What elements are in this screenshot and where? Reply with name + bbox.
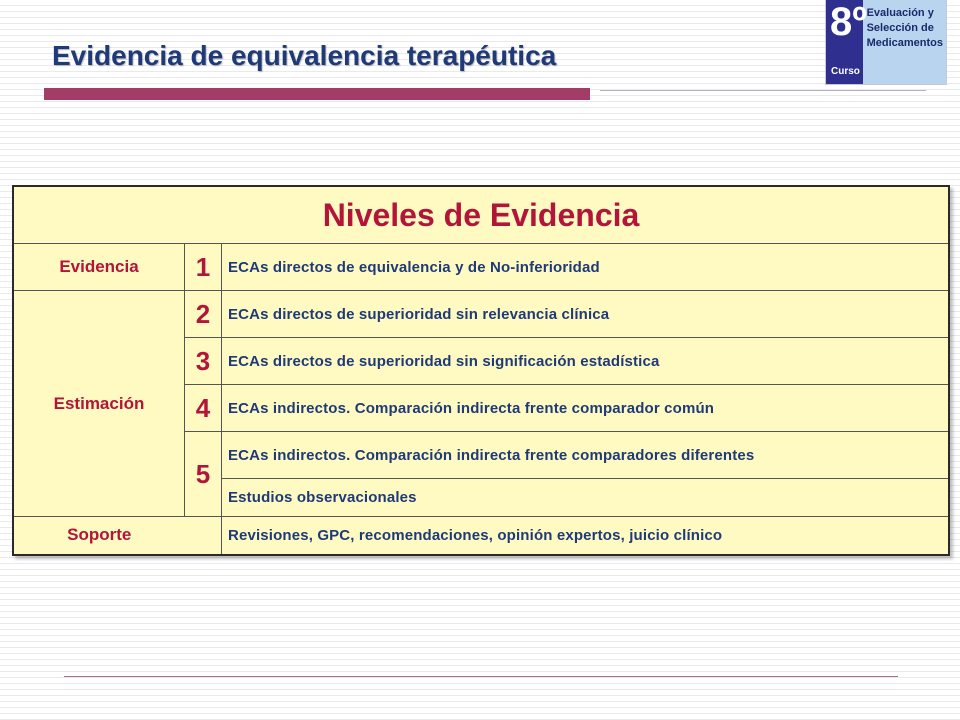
header-divider-line (600, 90, 926, 91)
level-number-3: 3 (185, 338, 222, 385)
label-soporte: Soporte (13, 517, 185, 555)
logo-line-3: Medicamentos (866, 37, 943, 49)
level-description-5a: ECAs indirectos. Comparación indirecta frente comparadores diferentes (222, 432, 950, 479)
logo-line-1: Evaluación y (866, 7, 934, 19)
label-estimacion: Estimación (13, 291, 185, 517)
footer-divider-line (64, 676, 898, 677)
level-description-3: ECAs directos de superioridad sin significación estadística (222, 338, 950, 385)
table-title: Niveles de Evidencia (13, 186, 949, 244)
level-number-1: 1 (185, 244, 222, 291)
logo-line-2: Selección de (866, 22, 934, 34)
soporte-description: Revisiones, GPC, recomendaciones, opinión expertos, juicio clínico (222, 517, 950, 555)
level-number-4: 4 (185, 385, 222, 432)
logo-text-block (863, 0, 946, 84)
course-logo (826, 0, 946, 84)
logo-number-block (826, 0, 867, 84)
logo-course-number: 8º (830, 0, 867, 44)
table-row (13, 517, 949, 555)
title-underline-bar (44, 88, 590, 100)
level-description-5b: Estudios observacionales (222, 479, 950, 517)
table-row (13, 291, 949, 338)
table-row (13, 244, 949, 291)
level-number-empty (185, 517, 222, 555)
label-evidencia: Evidencia (13, 244, 185, 291)
logo-curso-label: Curso (831, 66, 860, 77)
level-description-2: ECAs directos de superioridad sin relevancia clínica (222, 291, 950, 338)
level-number-2: 2 (185, 291, 222, 338)
level-number-5: 5 (185, 432, 222, 517)
level-description-4: ECAs indirectos. Comparación indirecta frente comparador común (222, 385, 950, 432)
evidence-levels-table (12, 185, 950, 556)
level-description-1: ECAs directos de equivalencia y de No-inferioridad (222, 244, 950, 291)
slide-title: Evidencia de equivalencia terapéutica (52, 40, 557, 71)
